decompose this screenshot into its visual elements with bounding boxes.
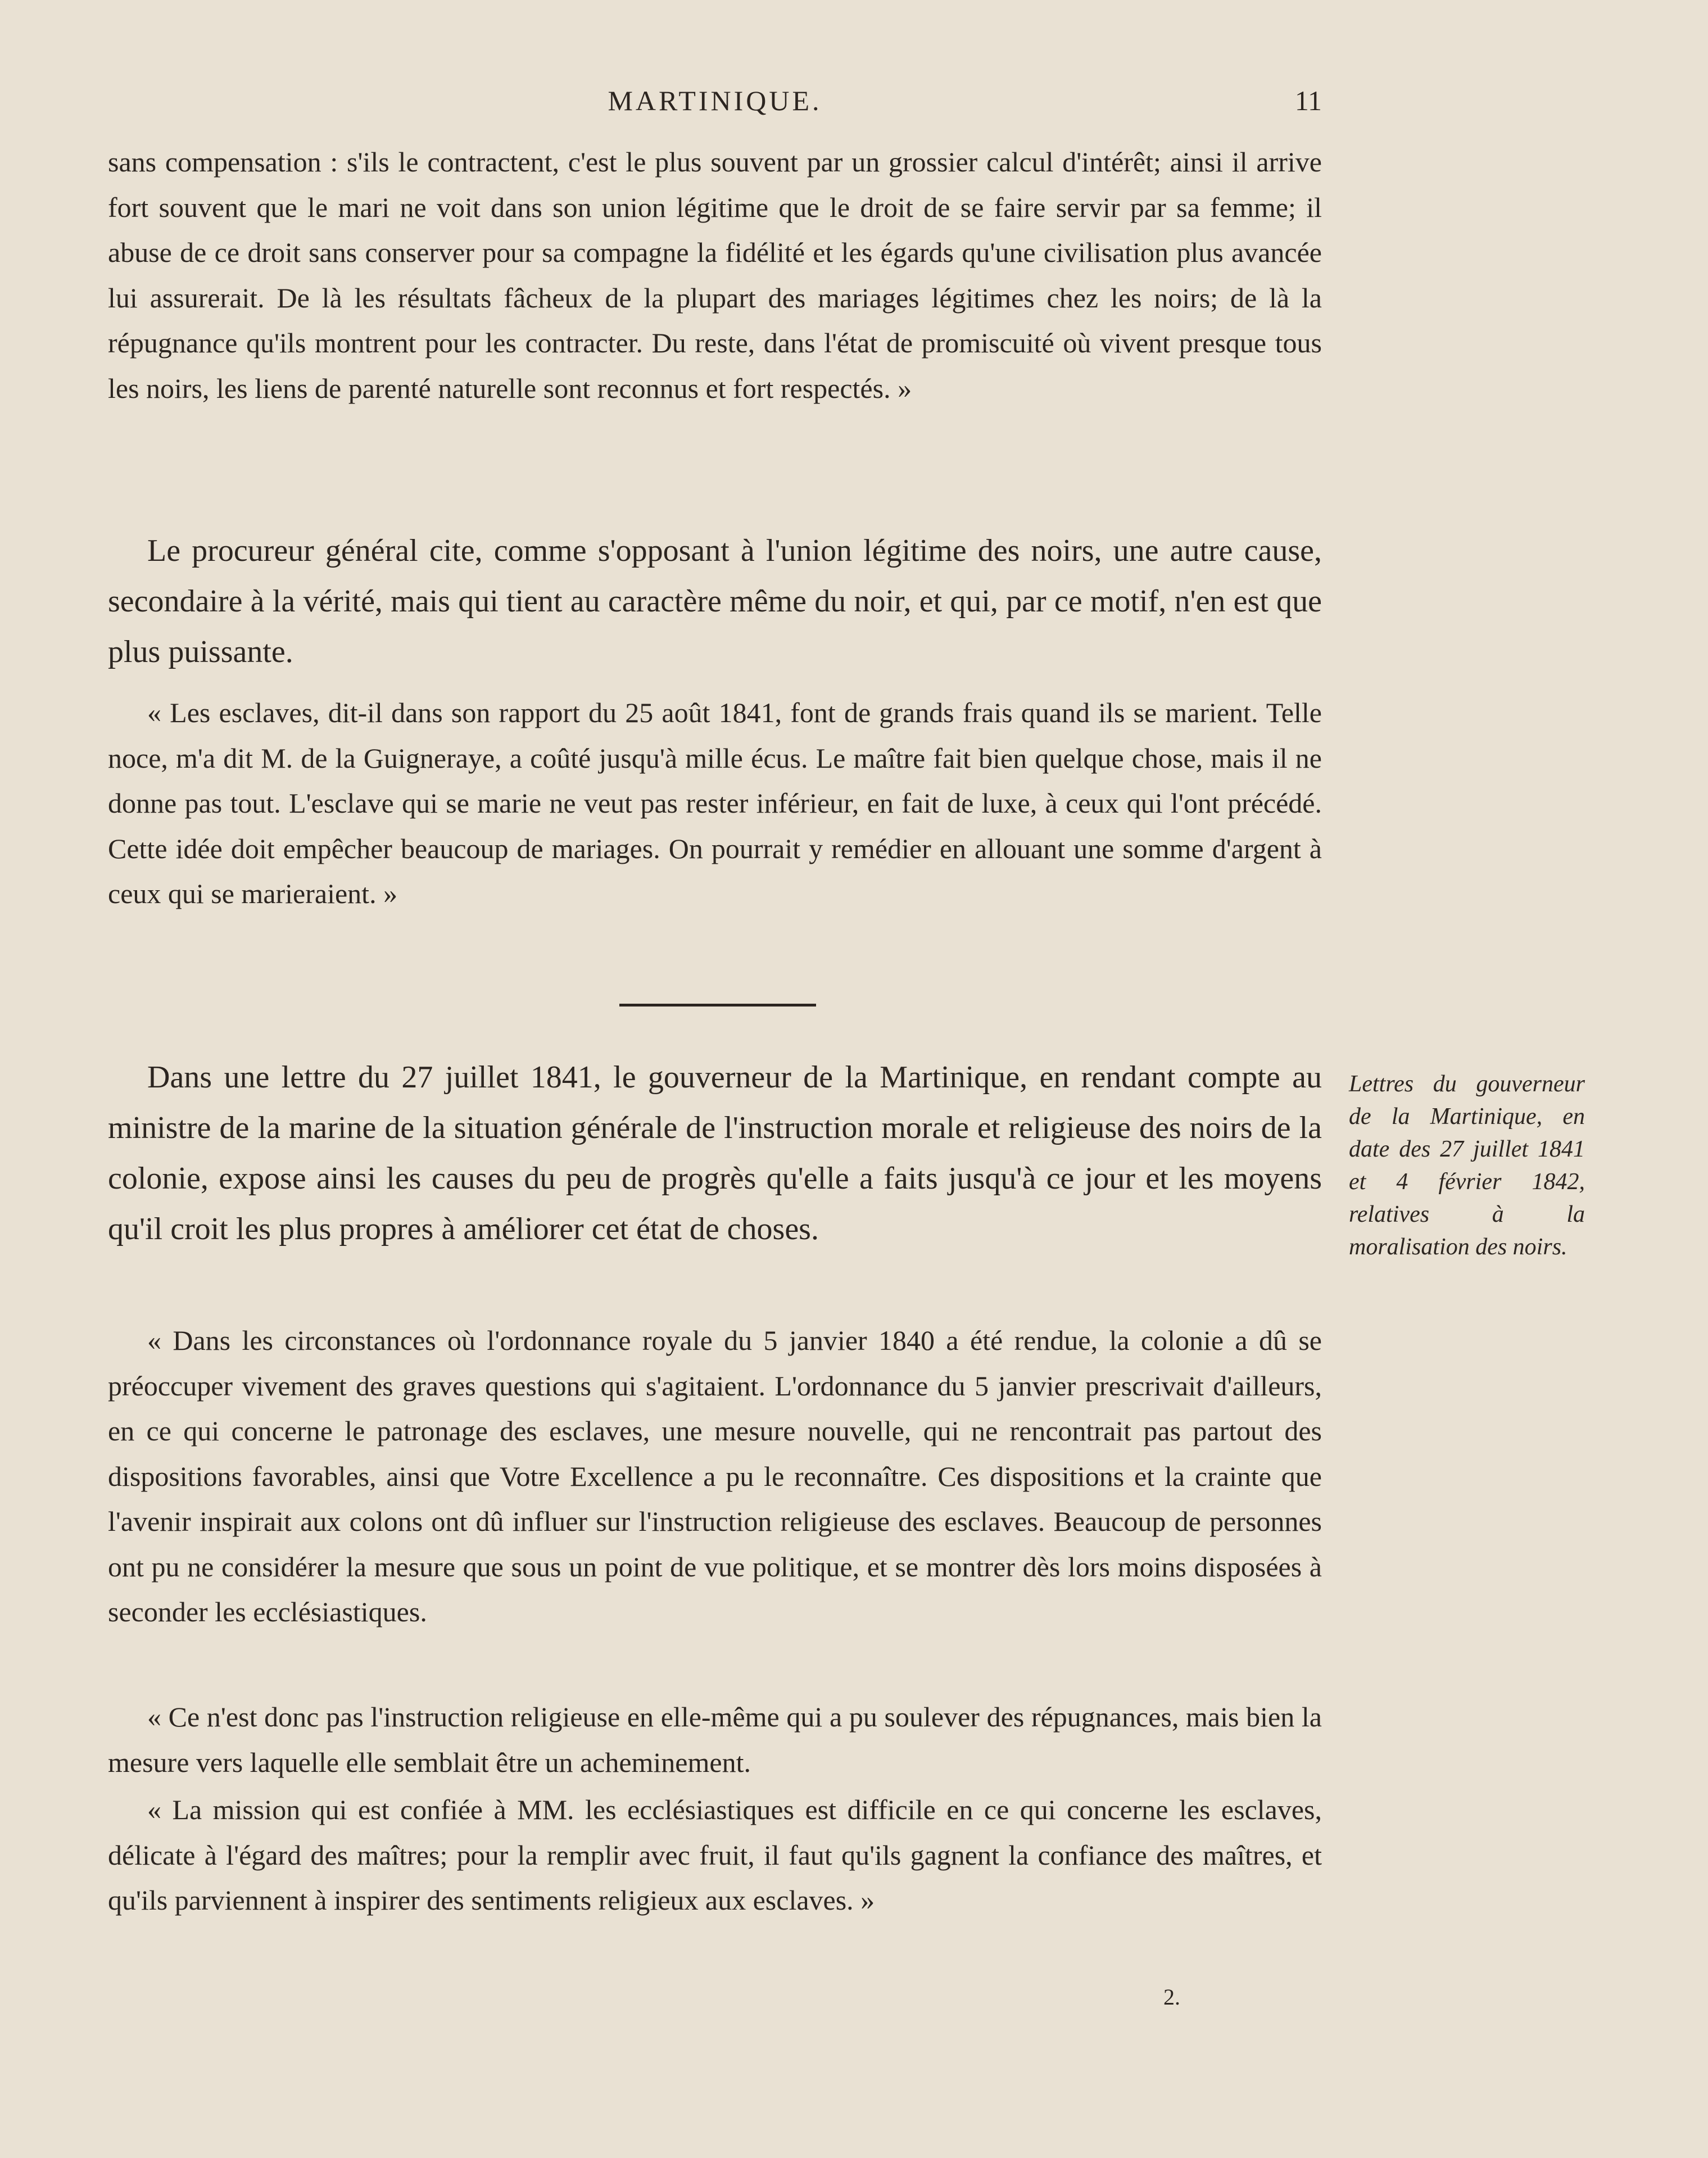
paragraph-7: « La mission qui est confiée à MM. les ecclésiastiques est difficile en ce qui concerne les esclaves, délicate à l'égard des maîtres; pour la remplir avec fruit, il faut qu'ils gagnent la confiance des maîtres, et qu'ils parviennent à inspirer des sentiments religieux aux esclaves. » <box>108 1794 1322 1916</box>
paragraph-3: « Les esclaves, dit-il dans son rapport du 25 août 1841, font de grands frais quand ils se marient. Telle noce, m'a dit M. de la Guigneraye, a coûté jusqu'à mille écus. Le maître fait bien quelque chose, mais il ne donne pas tout. L'esclave qui se marie ne veut pas rester inférieur, en fait de luxe, à ceux qui l'ont précédé. Cette idée doit empêcher beaucoup de mariages. On pourrait y remédier en allouant une somme d'argent à ceux qui se marieraient. » <box>108 697 1322 909</box>
margin-note: Lettres du gouverneur de la Martinique, en date des 27 juillet 1841 et 4 février 1842, relatives à la moralisation des noirs. <box>1349 1071 1585 1260</box>
paragraph-4: Dans une lettre du 27 juillet 1841, le gouverneur de la Martinique, en rendant compte au ministre de la marine de la situation générale de l'instruction morale et religieuse des noirs de la colonie, expose ainsi les causes du peu de progrès qu'elle a faits jusqu'à ce jour et les moyens qu'il croit les plus propres à améliorer cet état de choses. <box>108 1060 1322 1246</box>
paragraph-1: sans compensation : s'ils le contractent, c'est le plus souvent par un grossier calcul d'intérêt; ainsi il arrive fort souvent que le mari ne voit dans son union légitime que le droit de se faire servir par sa femme; il abuse de ce droit sans conserver pour sa compagne la fidélité et les égards qu'une civilisation plus avancée lui assurerait. De là les résultats fâcheux de la plupart des mariages légitimes chez les noirs; de là la répugnance qu'ils montrent pour les contracter. Du reste, dans l'état de promiscuité où vivent presque tous les noirs, les liens de parenté naturelle sont reconnus et fort respectés. » <box>108 146 1322 404</box>
paragraph-5: « Dans les circonstances où l'ordonnance royale du 5 janvier 1840 a été rendue, la colonie a dû se préoccuper vivement des graves questions qui s'agitaient. L'ordonnance du 5 janvier prescrivait d'ailleurs, en ce qui concerne le patronage des esclaves, une mesure nouvelle, qui ne rencontrait pas partout des dispositions favorables, ainsi que Votre Excellence a pu le reconnaître. Ces dispositions et la crainte que l'avenir inspirait aux colons ont dû influer sur l'instruction religieuse des esclaves. Beaucoup de personnes ont pu ne considérer la mesure que sous un point de vue politique, et se montrer dès lors moins disposées à seconder les ecclésiastiques. <box>108 1325 1322 1627</box>
section-divider <box>619 1004 816 1007</box>
page-number: 11 <box>1294 85 1322 116</box>
paragraph-2: Le procureur général cite, comme s'opposant à l'union légitime des noirs, une autre cause, secondaire à la vérité, mais qui tient au caractère même du noir, et qui, par ce motif, n'en est que plus puissante. <box>108 533 1322 669</box>
signature-mark: 2. <box>1163 1984 1180 2010</box>
paragraph-6: « Ce n'est donc pas l'instruction religieuse en elle-même qui a pu soulever des répugnances, mais bien la mesure vers laquelle elle semblait être un acheminement. <box>108 1701 1322 1778</box>
running-header <box>108 84 1322 135</box>
header-title: MARTINIQUE. <box>608 85 822 116</box>
